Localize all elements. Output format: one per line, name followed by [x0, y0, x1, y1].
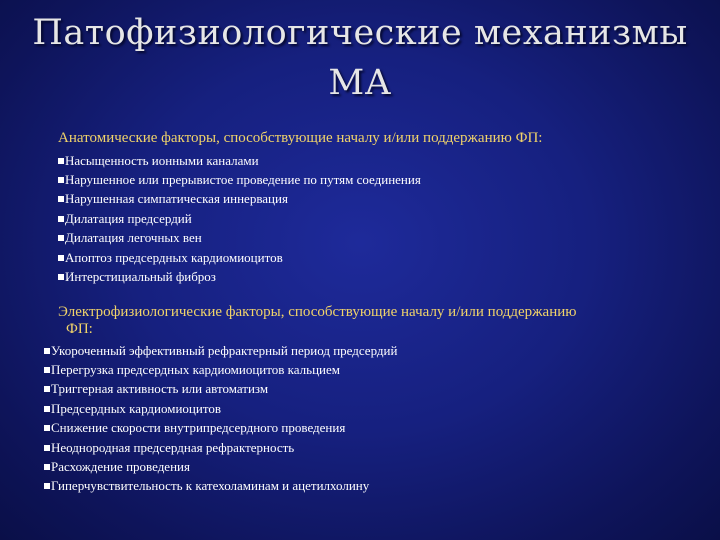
- list-item: [44, 419, 397, 438]
- list-item-text: Нарушенное или прерывистое проведение по путям соединения: [65, 172, 421, 188]
- square-bullet-icon: [44, 367, 50, 373]
- list-item: [58, 190, 421, 209]
- square-bullet-icon: [58, 177, 64, 183]
- list-item: [44, 477, 397, 496]
- square-bullet-icon: [44, 483, 50, 489]
- list-item-text: Насыщенность ионными каналами: [65, 152, 259, 168]
- list-item: [58, 151, 421, 170]
- anatomical-factors-list: [58, 151, 421, 287]
- list-item: [44, 399, 397, 418]
- list-item-text: Укороченный эффективный рефрактерный период предсердий: [51, 342, 398, 358]
- title-line-1: Патофизиологические механизмы: [32, 13, 688, 53]
- list-item: [58, 267, 421, 286]
- square-bullet-icon: [44, 406, 50, 412]
- list-item-text: Интерстициальный фиброз: [65, 269, 216, 285]
- anatomical-factors-heading: Анатомические факторы, способствующие началу и/или поддержанию ФП:: [58, 130, 543, 146]
- square-bullet-icon: [44, 464, 50, 470]
- list-item: [58, 209, 421, 228]
- list-item: [58, 248, 421, 267]
- list-item: [44, 457, 397, 476]
- list-item-text: Апоптоз предсердных кардиомиоцитов: [65, 249, 283, 265]
- list-item-text: Гиперчувствительность к катехоламинам и ацетилхолину: [51, 478, 370, 494]
- square-bullet-icon: [44, 386, 50, 392]
- square-bullet-icon: [58, 274, 64, 280]
- electro-heading-line-2: ФП:: [66, 321, 93, 337]
- list-item: [58, 229, 421, 248]
- list-item: [44, 341, 397, 360]
- square-bullet-icon: [44, 425, 50, 431]
- list-item: [44, 380, 397, 399]
- list-item: [44, 438, 397, 457]
- list-item-text: Перегрузка предсердных кардиомиоцитов кальцием: [51, 362, 340, 378]
- list-item-text: Нарушенная симпатическая иннервация: [65, 191, 288, 207]
- square-bullet-icon: [58, 235, 64, 241]
- square-bullet-icon: [58, 158, 64, 164]
- slide-title: [0, 8, 720, 108]
- list-item-text: Снижение скорости внутрипредсердного проведения: [51, 420, 346, 436]
- square-bullet-icon: [58, 196, 64, 202]
- list-item-text: Триггерная активность или автоматизм: [51, 381, 269, 397]
- square-bullet-icon: [44, 348, 50, 354]
- square-bullet-icon: [58, 216, 64, 222]
- list-item: [58, 170, 421, 189]
- electro-heading-line-1: Электрофизиологические факторы, способствующие началу и/или поддержанию: [58, 304, 577, 320]
- list-item-text: Расхождение проведения: [51, 459, 190, 475]
- list-item-text: Предсердных кардиомиоцитов: [51, 400, 221, 416]
- list-item-text: Дилатация предсердий: [65, 210, 192, 226]
- list-item-text: Неоднородная предсердная рефрактерность: [51, 439, 295, 455]
- electrophysiological-factors-list: [44, 341, 397, 496]
- list-item-text: Дилатация легочных вен: [65, 230, 202, 246]
- electrophysiological-factors-heading: [58, 304, 698, 338]
- list-item: [44, 360, 397, 379]
- square-bullet-icon: [44, 445, 50, 451]
- title-line-2: МА: [328, 63, 392, 103]
- square-bullet-icon: [58, 255, 64, 261]
